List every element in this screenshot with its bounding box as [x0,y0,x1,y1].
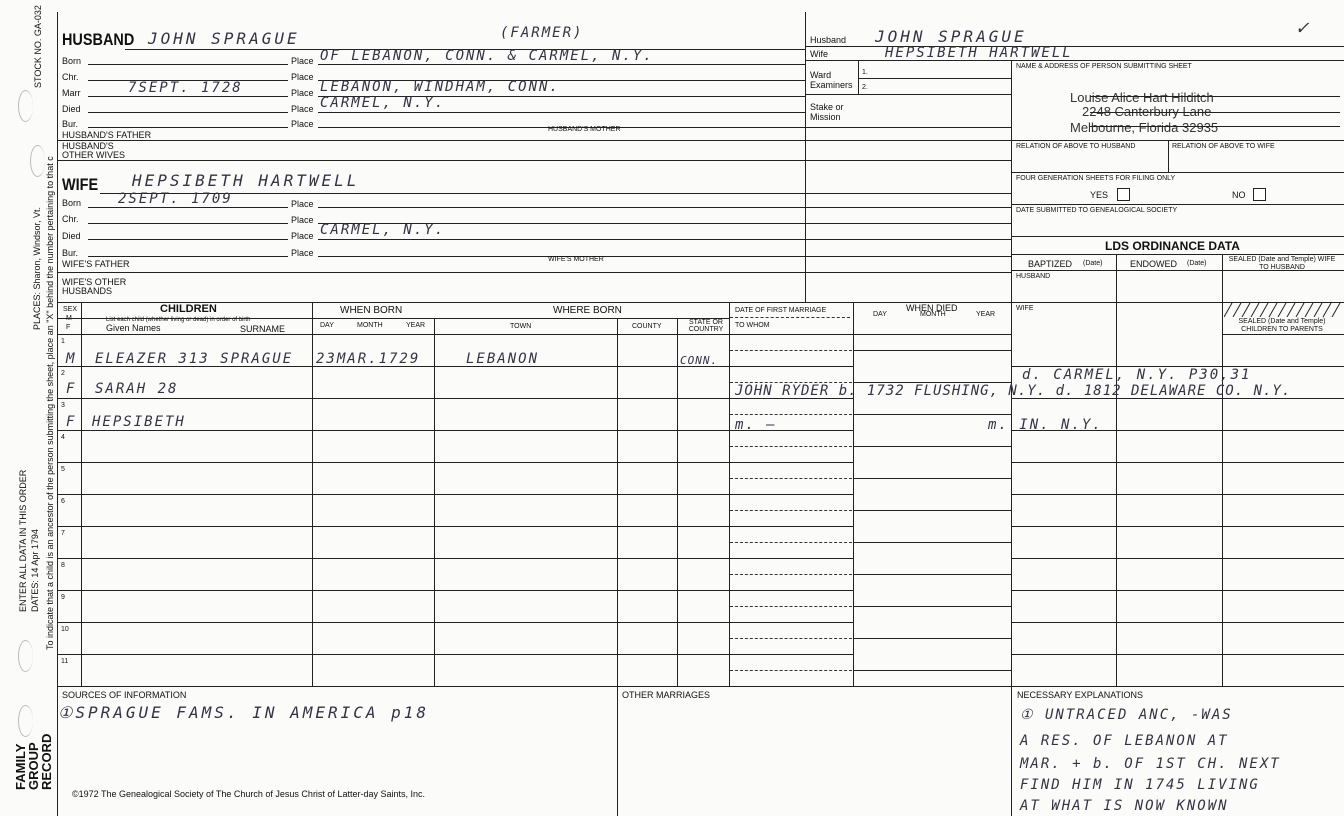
place-label: Place [291,72,314,82]
relation-wife-label: RELATION OF ABOVE TO WIFE [1172,143,1275,150]
examiner-1: 1. [862,69,868,76]
place-label: Place [291,248,314,258]
row-number: 5 [61,466,65,473]
lds-title: LDS ORDINANCE DATA [1105,239,1240,253]
wife-born-date: 2SEPT. 1709 [118,191,233,207]
f-label: F [66,324,71,331]
husband-born-place: OF LEBANON, CONN. & CARMEL, N.Y. [320,48,654,64]
row-number: 10 [61,626,69,633]
endowed-date-label: (Date) [1187,260,1207,267]
children-heading: CHILDREN [160,303,217,315]
row-number: 6 [61,498,65,505]
husbands-mother-label: HUSBAND'S MOTHER [548,126,621,133]
bur-label: Bur. [62,248,79,258]
copyright: ©1972 The Genealogical Society of The Church of Jesus Christ of Latter-day Saints, Inc. [72,789,425,799]
bur-label: Bur. [62,119,79,129]
died-year-label: YEAR [976,311,996,318]
first-marriage-label: DATE OF FIRST MARRIAGE [735,307,827,314]
husband-died-place: CARMEL, N.Y. [320,95,446,111]
year-label: YEAR [406,322,426,329]
enter-data-note: ENTER ALL DATA IN THIS ORDER [18,469,28,612]
sources-label: SOURCES OF INFORMATION [62,690,187,700]
husbands-father-label: HUSBAND'S FATHER [62,130,152,140]
husband-name: JOHN SPRAGUE [148,29,300,48]
header-wife-name: HEPSIBETH HARTWELL [885,45,1073,61]
husband-occupation: (FARMER) [500,25,584,41]
wife-heading: WIFE [62,175,99,194]
row-number: 7 [61,530,65,537]
marr-label: Marr [62,88,81,98]
sex-label: SEX [63,306,78,313]
yes-label: YES [1090,190,1109,200]
stake-label: Stake or Mission [810,102,844,122]
lds-husband-label: HUSBAND [1016,273,1051,280]
submitter-label: NAME & ADDRESS OF PERSON SUBMITTING SHEET [1016,63,1192,70]
place-label: Place [291,56,314,66]
endowed-label: ENDOWED [1130,259,1177,269]
sources-value: ①SPRAGUE FAMS. IN AMERICA p18 [58,703,430,722]
hatch-pattern [1224,303,1342,317]
to-whom-label: TO WHOM [735,322,770,329]
sealed-wife-label: SEALED (Date and Temple) WIFE TO HUSBAND [1228,256,1336,271]
header-husband-name: JOHN SPRAGUE [875,27,1027,46]
wifes-mother-label: WIFE'S MOTHER [548,256,604,263]
child-1-sex: M [66,351,77,367]
other-husbands-label: WIFE'S OTHER HUSBANDS [62,277,127,296]
town-label: TOWN [510,323,532,330]
binder-hole [18,640,33,672]
place-label: Place [291,215,314,225]
ward-label: Ward [810,70,832,80]
other-wives-label: HUSBAND'S OTHER WIVES [62,141,126,160]
given-names-label: Given Names [106,323,161,333]
month-label: MONTH [357,322,383,329]
baptized-label: BAPTIZED [1028,259,1073,269]
submitter-street: 2248 Canterbury Lane [1082,104,1212,119]
binder-hole [18,90,33,122]
row-number: 11 [61,658,69,665]
child-4-marriage-place: m. IN. N.Y. [988,417,1103,433]
row-number: 1 [61,338,65,345]
child-3-spouse: JOHN RYDER b. 1732 FLUSHING, N.Y. d. 1812 DELAWARE CO. N.Y. [735,383,1292,399]
m-label: M [66,315,72,322]
relation-husband-label: RELATION OF ABOVE TO HUSBAND [1016,143,1136,150]
place-label: Place [291,88,314,98]
binder-hole [30,145,45,177]
died-label: Died [62,231,81,241]
dates-note: DATES: 14 Apr 1794 [30,529,40,612]
place-label: Place [291,199,314,209]
child-3-sex: F [66,414,77,430]
wifes-father-label: WIFE'S FATHER [62,259,130,269]
child-2-name: SARAH 28 [95,381,179,397]
when-died-label: WHEN DIED [906,303,958,313]
record-label: RECORD [39,733,54,790]
born-label: Born [62,56,82,66]
row-number: 8 [61,562,65,569]
explanation-line-5: AT WHAT IS NOW KNOWN [1020,798,1229,814]
lds-wife-label: WIFE [1016,305,1034,312]
group-label: GROUP [26,742,41,790]
submitter-city: Melbourne, Florida 32935 [1070,120,1219,135]
explanation-line-1: ① UNTRACED ANC, -WAS [1020,707,1233,723]
other-marriages-label: OTHER MARRIAGES [622,690,711,700]
chr-label: Chr. [62,214,79,224]
row-number: 3 [61,402,65,409]
explanation-line-3: MAR. + b. OF 1ST CH. NEXT [1020,756,1281,772]
sealed-children-label: SEALED (Date and Temple) CHILDREN TO PARENTS [1238,318,1326,333]
places-note: PLACES: Sharon, Windsor, Vt. [32,206,42,330]
date-submitted-label: DATE SUBMITTED TO GENEALOGICAL SOCIETY [1016,207,1178,214]
died-month-label: MONTH [920,311,946,318]
husband-marr-place: LEBANON, WINDHAM, CONN. [320,79,560,95]
chr-label: Chr. [62,72,79,82]
wife-died-place: CARMEL, N.Y. [320,222,446,238]
county-label: COUNTY [632,323,662,330]
husband-heading: HUSBAND [62,30,135,49]
child-2-note: d. CARMEL, N.Y. P30,31 [1022,367,1252,383]
child-1-born: 23MAR.1729 [316,351,421,367]
place-label: Place [291,104,314,114]
baptized-date-label: (Date) [1083,260,1103,267]
where-born-label: WHERE BORN [553,305,622,316]
child-1-name: ELEAZER 313 SPRAGUE [95,351,294,367]
state-label: STATE OR COUNTRY [688,319,724,333]
submitter-name: Louise Alice Hart Hilditch [1070,90,1214,105]
binder-hole [18,705,33,737]
family-label: FAMILY [13,743,28,790]
explanation-line-4: FIND HIM IN 1745 LIVING [1020,777,1260,793]
no-checkbox[interactable] [1253,188,1266,201]
yes-checkbox[interactable] [1117,188,1130,201]
row-number: 4 [61,434,65,441]
child-1-town: LEBANON [466,351,540,367]
surname-label: SURNAME [240,324,286,334]
husband-marr-date: 7SEPT. 1728 [128,80,243,96]
died-label: Died [62,104,81,114]
examiner-2: 2. [862,84,868,91]
list-note: List each child (whether living or dead) in order of birth [106,317,251,323]
row-number: 2 [61,370,65,377]
day-label: DAY [320,322,334,329]
child-4-marriage: m. — [735,417,777,433]
explanation-line-2: A RES. OF LEBANON AT [1020,733,1229,749]
child-2-sex: F [66,381,77,397]
examiners-label: Examiners [810,80,853,90]
four-gen-label: FOUR GENERATION SHEETS FOR FILING ONLY [1016,175,1176,182]
ancestor-instruction: To indicate that a child is an ancestor of the person submitting the sheet, place an "X" behind the number pertaining to that c [45,156,55,650]
header-wife-label: Wife [810,49,828,59]
explanations-label: NECESSARY EXPLANATIONS [1017,690,1144,700]
when-born-label: WHEN BORN [340,305,403,316]
place-label: Place [291,231,314,241]
check-mark: ✓ [1296,15,1312,39]
child-3-name: HEPSIBETH [92,414,186,430]
no-label: NO [1232,190,1246,200]
child-1-state: CONN. [680,354,719,367]
header-husband-label: Husband [810,35,847,45]
stock-number: STOCK NO. GA-032 [33,5,43,88]
place-label: Place [291,119,314,129]
died-day-label: DAY [873,311,887,318]
row-number: 9 [61,594,65,601]
wife-name: HEPSIBETH HARTWELL [132,171,360,190]
born-label: Born [62,198,82,208]
